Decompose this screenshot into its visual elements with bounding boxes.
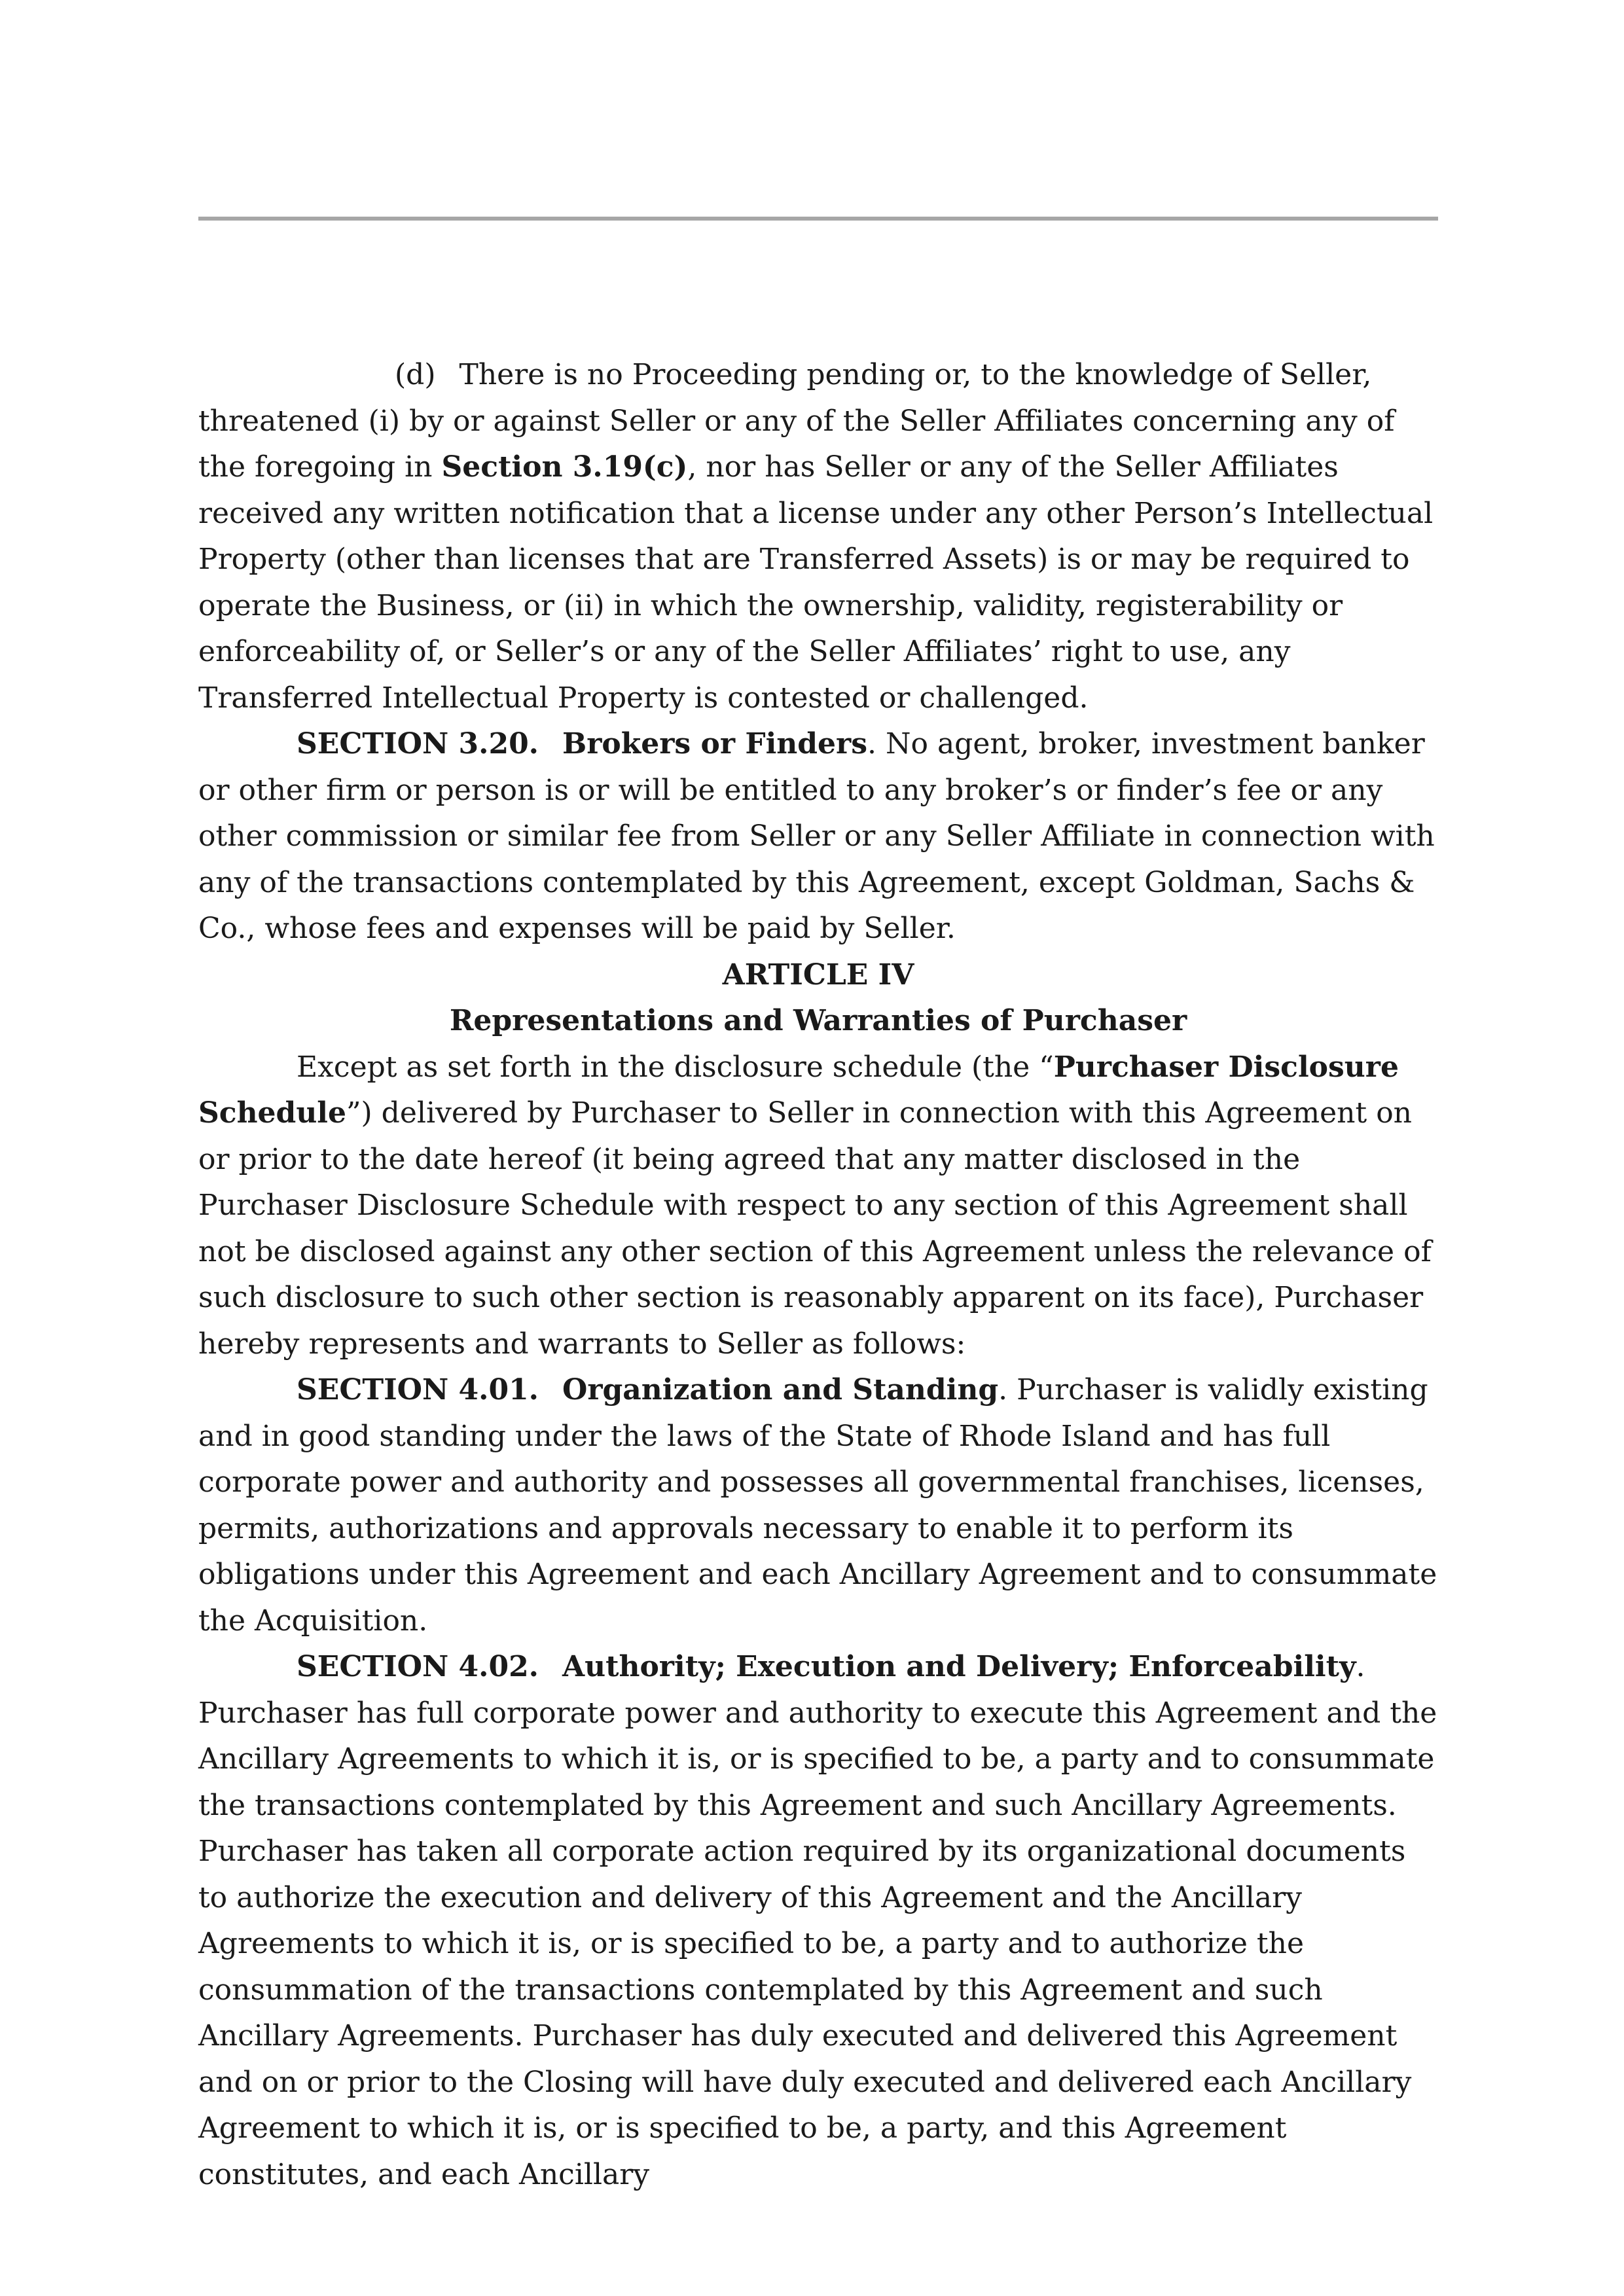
section-title: Brokers or Finders bbox=[562, 727, 867, 761]
intro-text: Except as set forth in the disclosure schedule (the “ bbox=[297, 1050, 1054, 1084]
paragraph-text: There is no Proceeding pending or, to the knowledge of Seller, threatened (i) by or against Seller or any of the Seller Affiliates concerning any of the foregoing in bbox=[198, 358, 1395, 484]
paragraph-3-19-d bbox=[198, 352, 1438, 721]
section-number: SECTION 4.02. bbox=[297, 1650, 539, 1683]
article-subheading: Representations and Warranties of Purchaser bbox=[449, 1004, 1187, 1037]
intro-text: ”) delivered by Purchaser to Seller in connection with this Agreement on or prior to the date hereof (it being agreed that any matter disclosed in the Purchaser Disclosure Schedule with respect to any section of this Agreement shall not be disclosed against any other section of this Agreement unless the relevance of such disclosure to such other section is reasonably apparent on its face), Purchaser hereby represents and warrants to Seller as follows: bbox=[198, 1096, 1432, 1361]
section-4-02 bbox=[198, 1644, 1438, 2198]
section-text: . No agent, broker, investment banker or other firm or person is or will be entitled to any broker’s or finder’s fee or any other commission or similar fee from Seller or any Seller Affiliate in connection with any of the transactions contemplated by this Agreement, except Goldman, Sachs & Co., whose fees and expenses will be paid by Seller. bbox=[198, 727, 1435, 945]
section-4-01 bbox=[198, 1367, 1438, 1644]
article-intro bbox=[198, 1045, 1438, 1368]
header-rule bbox=[198, 217, 1438, 221]
article-heading: ARTICLE IV bbox=[722, 958, 914, 992]
section-text: . Purchaser is validly existing and in good standing under the laws of the State of Rhode Island and has full corporate power and authority and possesses all governmental franchises, licenses, permits, authorizations and approvals necessary to enable it to perform its obligations under this Agreement and each Ancillary Agreement and to consummate the Acquisition. bbox=[198, 1373, 1437, 1638]
section-title: Authority; Execution and Delivery; Enforceability bbox=[562, 1650, 1356, 1683]
section-number: SECTION 4.01. bbox=[297, 1373, 539, 1407]
section-text: . Purchaser has full corporate power and authority to execute this Agreement and the Ancillary Agreements to which it is, or is specified to be, a party and to consummate the transactions contemplated by this Agreement and such Ancillary Agreements. Purchaser has taken all corporate action required by its organizational documents to authorize the execution and delivery of this Agreement and the Ancillary Agreements to which it is, or is specified to be, a party and to authorize the consummation of the transactions contemplated by this Agreement and such Ancillary Agreements. Purchaser has duly executed and delivered this Agreement and on or prior to the Closing will have duly executed and delivered each Ancillary Agreement to which it is, or is specified to be, a party, and this Agreement constitutes, and each Ancillary bbox=[198, 1650, 1437, 2191]
defined-term: Purchaser Disclosure Schedule bbox=[198, 1050, 1399, 1130]
paragraph-label: (d) bbox=[395, 358, 436, 391]
paragraph-text: , nor has Seller or any of the Seller Affiliates received any written notification that a license under any other Person’s Intellectual Property (other than licenses that are Transferred Assets) is or may be required to operate the Business, or (ii) in which the ownership, validity, registerability or enforceability of, or Seller’s or any of the Seller Affiliates’ right to use, any Transferred Intellectual Property is contested or challenged. bbox=[198, 450, 1434, 715]
document-body bbox=[198, 352, 1438, 2198]
section-reference: Section 3.19(c) bbox=[441, 450, 688, 484]
section-title: Organization and Standing bbox=[562, 1373, 999, 1407]
section-number: SECTION 3.20. bbox=[297, 727, 539, 761]
section-3-20 bbox=[198, 721, 1438, 952]
